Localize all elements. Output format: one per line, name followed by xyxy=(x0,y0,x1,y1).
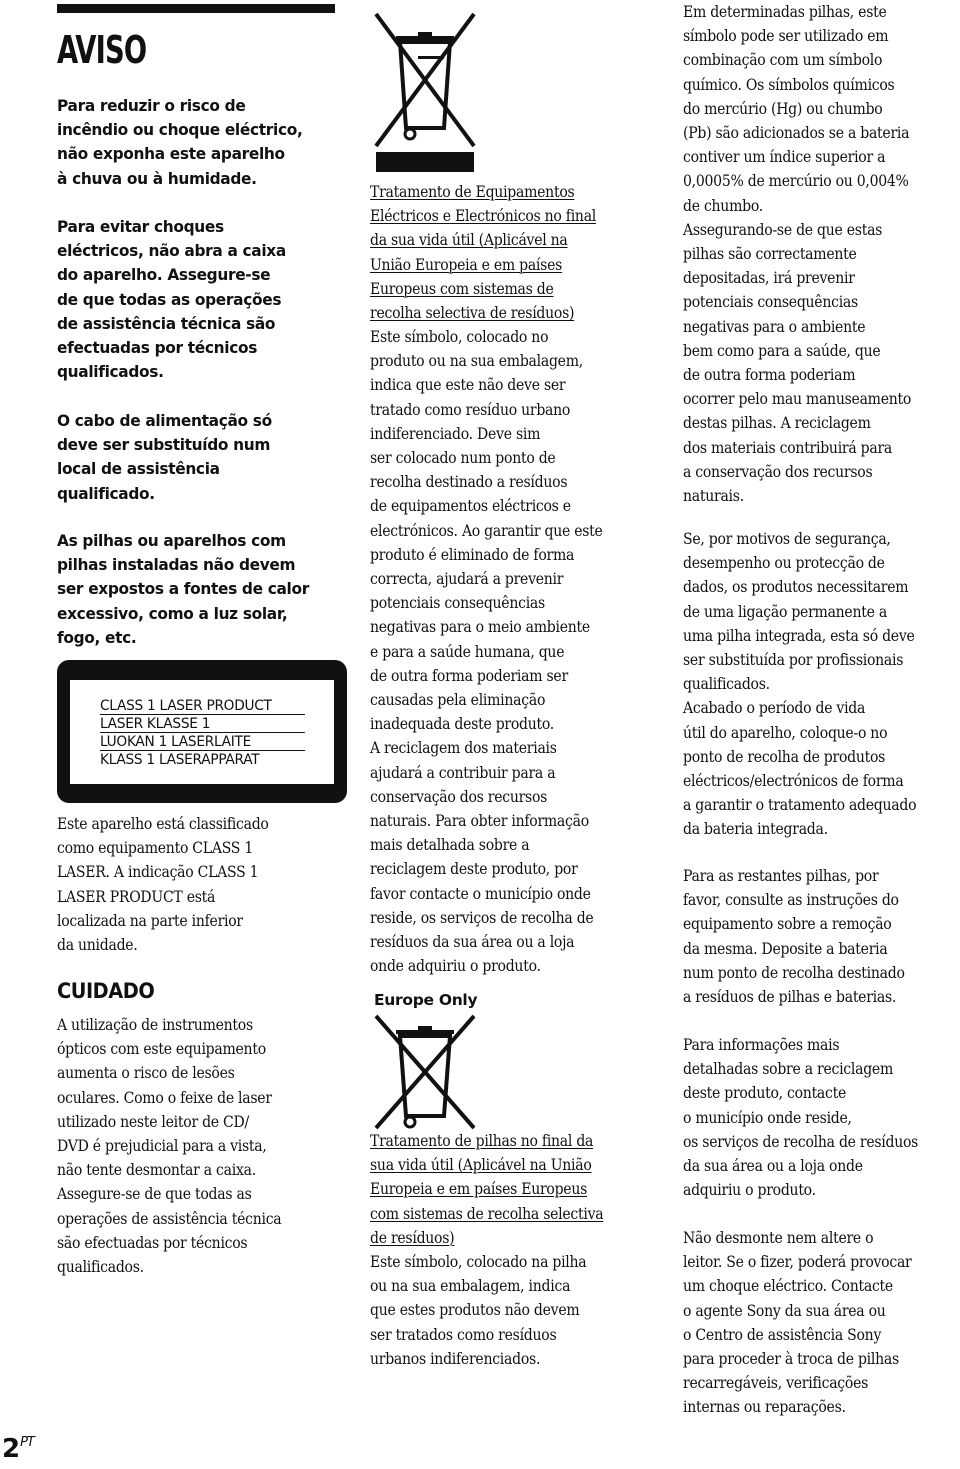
text-line: são efectuadas por técnicos xyxy=(57,1233,248,1252)
warning-power-cord xyxy=(57,409,342,506)
text-line: da sua área ou a loja onde xyxy=(683,1157,863,1176)
text-line: DVD é prejudicial para a vista, xyxy=(57,1137,267,1156)
text-line: Não desmonte nem altere o xyxy=(683,1229,874,1247)
text-line: de uma ligação permanente a xyxy=(683,602,887,621)
text-line: de equipamentos eléctricos e xyxy=(370,497,571,516)
caution-heading: CUIDADO xyxy=(57,979,155,1003)
text-line: não tente desmontar a caixa. xyxy=(57,1161,256,1180)
text-line: leitor. Se o fizer, poderá provocar xyxy=(683,1253,912,1272)
text-line: combinação com um símbolo xyxy=(683,51,883,70)
text-line: da mesma. Deposite a bateria xyxy=(683,939,888,958)
warning-shock xyxy=(57,215,342,384)
text-line: ser tratados como resíduos xyxy=(370,1325,557,1344)
text-line: de que todas as operações xyxy=(57,289,282,309)
text-line: fogo, etc. xyxy=(57,627,137,647)
text-line: ocorrer pelo mau manuseamento xyxy=(683,390,912,409)
text-line: qualificado. xyxy=(57,483,155,503)
warning-batteries xyxy=(57,529,342,650)
text-line: ou na sua embalagem, indica xyxy=(370,1277,571,1296)
text-line: qualificados. xyxy=(57,1258,144,1277)
text-line: causadas pela eliminação xyxy=(370,691,546,710)
text-line: Para reduzir o risco de xyxy=(57,96,246,115)
text-line: e para a saúde humana, que xyxy=(370,642,565,661)
text-line: sua vida útil (Aplicável na União xyxy=(370,1156,592,1175)
text-line: A utilização de instrumentos xyxy=(57,1016,253,1034)
text-line: 0,0005% de mercúrio ou 0,004% xyxy=(683,172,909,191)
text-line: tratado como resíduo urbano xyxy=(370,400,571,419)
text-line: qualificados. xyxy=(683,675,770,694)
text-line: como equipamento CLASS 1 xyxy=(57,839,253,858)
text-line: da sua vida útil (Aplicável na xyxy=(370,231,568,250)
text-line: equipamento sobre a remoção xyxy=(683,915,892,934)
text-line: ponto de recolha de produtos xyxy=(683,747,886,766)
text-line: onde adquiriu o produto. xyxy=(370,957,541,976)
text-line: dos materiais contribuirá para xyxy=(683,438,892,457)
text-line: eléctricos/electrónicos de forma xyxy=(683,772,904,791)
text-line: deve ser substituído num xyxy=(57,435,271,455)
text-line: Europeia e em países Europeus xyxy=(370,1180,588,1199)
laser-label-line: LASER KLASSE 1 xyxy=(100,715,305,733)
text-line: O cabo de alimentação só xyxy=(57,411,272,430)
text-line: Europeus com sistemas de xyxy=(370,279,554,298)
text-line: incêndio ou choque eléctrico, xyxy=(57,120,303,140)
text-line: LASER. A indicação CLASS 1 xyxy=(57,863,259,882)
text-line: produto ou na sua embalagem, xyxy=(370,352,583,371)
text-line: correcta, ajudará a prevenir xyxy=(370,570,564,589)
title-bar-rule xyxy=(57,4,335,13)
text-line: de assistência técnica são xyxy=(57,313,276,333)
crossed-bin-weee-icon xyxy=(370,10,480,176)
crossed-bin-battery-icon xyxy=(370,1014,480,1132)
text-line: a garantir o tratamento adequado xyxy=(683,796,917,815)
text-line: oculares. Como o feixe de laser xyxy=(57,1088,272,1107)
warning-fire xyxy=(57,94,342,191)
text-line: de chumbo. xyxy=(683,196,763,215)
text-line: resíduos da sua área ou a loja xyxy=(370,933,575,952)
text-line: Este aparelho está classificado xyxy=(57,815,269,833)
text-line: As pilhas ou aparelhos com xyxy=(57,531,286,550)
text-line: para proceder à troca de pilhas xyxy=(683,1350,899,1369)
text-line: naturais. Para obter informação xyxy=(370,812,589,831)
text-line: ser colocado num ponto de xyxy=(370,449,556,468)
text-line: reciclagem deste produto, por xyxy=(370,860,578,879)
text-line: negativas para o meio ambiente xyxy=(370,618,590,637)
text-line: negativas para o ambiente xyxy=(683,317,866,336)
text-line: operações de assistência técnica xyxy=(57,1209,282,1228)
integrated-battery-text xyxy=(683,527,958,842)
text-line: naturais. xyxy=(683,487,744,506)
text-line: utilizado neste leitor de CD/ xyxy=(57,1112,249,1131)
text-line: localizada na parte inferior xyxy=(57,911,243,930)
text-line: pilhas instaladas não devem xyxy=(57,555,296,575)
text-line: electrónicos. Ao garantir que este xyxy=(370,521,603,540)
text-line: inadequada deste produto. xyxy=(370,715,555,734)
text-line: com sistemas de recolha selectiva xyxy=(370,1204,604,1223)
laser-label-line: KLASS 1 LASERAPPARAT xyxy=(100,751,260,768)
text-line: ópticos com este equipamento xyxy=(57,1040,266,1059)
text-line: à chuva ou à humidade. xyxy=(57,168,257,188)
battery-symbol-text xyxy=(683,0,958,508)
text-line: Acabado o período de vida xyxy=(683,699,866,718)
text-line: mais detalhada sobre a xyxy=(370,836,530,855)
caution-text xyxy=(57,1013,327,1279)
text-line: ajudará a contribuir para a xyxy=(370,763,556,782)
text-line: qualificados. xyxy=(57,362,164,382)
text-line: de resíduos) xyxy=(370,1228,455,1247)
text-line: Este símbolo, colocado na pilha xyxy=(370,1253,587,1271)
text-line: pilhas são correctamente xyxy=(683,245,857,264)
text-line: internas ou reparações. xyxy=(683,1398,846,1417)
text-line: favor, consulte as instruções do xyxy=(683,891,899,910)
text-line: depositadas, irá prevenir xyxy=(683,269,855,288)
text-line: recarregáveis, verificações xyxy=(683,1374,869,1393)
text-line: num ponto de recolha destinado xyxy=(683,963,905,982)
text-line: ser expostos a fontes de calor xyxy=(57,579,309,599)
text-line: eléctricos, não abra a caixa xyxy=(57,241,286,261)
text-line: reside, os serviços de recolha de xyxy=(370,908,594,927)
laser-classification-text xyxy=(57,812,327,957)
text-line: da unidade. xyxy=(57,936,138,955)
text-line: produto é eliminado de forma xyxy=(370,545,575,564)
text-line: símbolo pode ser utilizado em xyxy=(683,27,889,46)
text-line: Eléctricos e Electrónicos no final xyxy=(370,207,597,226)
other-batteries-text xyxy=(683,864,958,1009)
text-line: conservação dos recursos xyxy=(370,787,548,806)
text-line: potenciais consequências xyxy=(683,293,858,312)
text-line: Assegure-se de que todas as xyxy=(57,1185,252,1204)
text-line: Tratamento de Equipamentos xyxy=(370,183,575,201)
text-line: LASER PRODUCT está xyxy=(57,887,216,906)
text-line: de outra forma poderiam ser xyxy=(370,666,568,685)
text-line: a resíduos de pilhas e baterias. xyxy=(683,988,897,1007)
text-line: Para as restantes pilhas, por xyxy=(683,867,879,885)
text-line: urbanos indiferenciados. xyxy=(370,1349,541,1368)
text-line: do mercúrio (Hg) ou chumbo xyxy=(683,99,883,118)
text-line: da bateria integrada. xyxy=(683,820,828,839)
text-line: um choque eléctrico. Contacte xyxy=(683,1277,893,1296)
europe-only-label: Europe Only xyxy=(374,991,478,1009)
text-line: do aparelho. Assegure-se xyxy=(57,265,271,285)
text-line: o Centro de assistência Sony xyxy=(683,1325,882,1344)
text-line: favor contacte o município onde xyxy=(370,884,591,903)
text-line: contiver um índice superior a xyxy=(683,148,886,167)
text-line: útil do aparelho, coloque-o no xyxy=(683,723,888,742)
text-line: local de assistência xyxy=(57,459,220,479)
battery-text xyxy=(370,1250,658,1371)
text-line: destas pilhas. A reciclagem xyxy=(683,414,871,433)
text-line: recolha selectiva de resíduos) xyxy=(370,304,575,323)
text-line: Em determinadas pilhas, este xyxy=(683,3,887,21)
text-line: União Europeia e em países xyxy=(370,255,563,274)
text-line: efectuadas por técnicos xyxy=(57,338,258,358)
text-line: a conservação dos recursos xyxy=(683,462,873,481)
text-line: uma pilha integrada, esta só deve xyxy=(683,626,915,645)
laser-label-line: LUOKAN 1 LASERLAITE xyxy=(100,733,305,751)
text-line: Tratamento de pilhas no final da xyxy=(370,1132,594,1150)
text-line: ser substituída por profissionais xyxy=(683,651,904,670)
laser-label-line: CLASS 1 LASER PRODUCT xyxy=(100,697,305,715)
text-line: A reciclagem dos materiais xyxy=(370,739,557,758)
text-line: desempenho ou protecção de xyxy=(683,554,885,573)
page-title: AVISO xyxy=(57,28,147,72)
text-line: adquiriu o produto. xyxy=(683,1181,816,1200)
text-line: excessivo, como a luz solar, xyxy=(57,603,288,623)
text-line: Assegurando-se de que estas xyxy=(683,220,883,239)
text-line: Para informações mais xyxy=(683,1036,840,1054)
recycling-info-text xyxy=(683,1033,958,1202)
page-number: $2^{PT}$ xyxy=(2,1434,34,1464)
text-line: Para evitar choques xyxy=(57,217,224,236)
text-line: os serviços de recolha de resíduos xyxy=(683,1132,919,1151)
text-line: dados, os produtos necessitarem xyxy=(683,578,909,597)
text-line: (Pb) são adicionados se a bateria xyxy=(683,124,910,143)
weee-text xyxy=(370,325,658,978)
text-line: deste produto, contacte xyxy=(683,1084,847,1103)
text-line: Este símbolo, colocado no xyxy=(370,328,549,346)
text-line: Se, por motivos de segurança, xyxy=(683,530,891,548)
weee-heading xyxy=(370,180,658,325)
text-line: de outra forma poderiam xyxy=(683,366,856,385)
battery-heading xyxy=(370,1129,658,1250)
text-line: indiferenciado. Deve sim xyxy=(370,424,541,443)
text-line: detalhadas sobre a reciclagem xyxy=(683,1060,893,1079)
disassembly-warning-text xyxy=(683,1226,958,1420)
text-line: recolha destinado a resíduos xyxy=(370,473,568,492)
text-line: não exponha este aparelho xyxy=(57,144,285,164)
text-line: químico. Os símbolos químicos xyxy=(683,75,895,94)
text-line: potenciais consequências xyxy=(370,594,545,613)
text-line: que estes produtos não devem xyxy=(370,1301,580,1320)
text-line: o agente Sony da sua área ou xyxy=(683,1301,886,1320)
text-line: indica que este não deve ser xyxy=(370,376,566,395)
text-line: bem como para a saúde, que xyxy=(683,341,881,360)
text-line: aumenta o risco de lesões xyxy=(57,1064,235,1083)
text-line: o município onde reside, xyxy=(683,1108,852,1127)
